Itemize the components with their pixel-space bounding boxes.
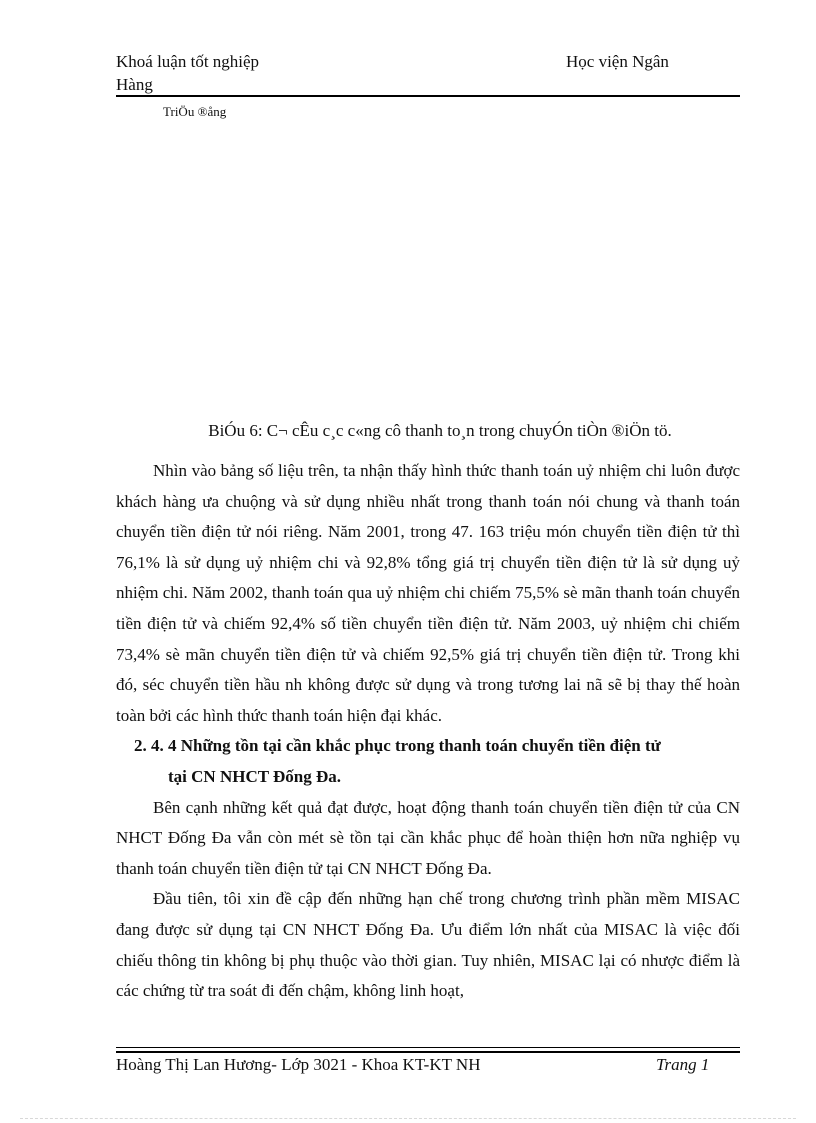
chart-caption: BiÓu 6: C¬ cÊu c¸c c«ng cô thanh to¸n trong chuyÓn tiÒn ®iÖn tö. (208, 421, 672, 440)
header-thesis-title: Khoá luận tốt nghiệp (116, 52, 260, 71)
footer-author: Hoàng Thị Lan Hương- Lớp 3021 - Khoa KT-KT NH (116, 1055, 481, 1074)
header-rule (116, 95, 740, 97)
chart-unit-label: TriÖu ®ång (163, 104, 227, 119)
section-heading (116, 731, 740, 792)
footer-rule-thick (116, 1051, 740, 1053)
section-heading-line1: 2. 4. 4 Những tồn tại cần khắc phục trong thanh toán chuyển tiền điện tử (134, 736, 661, 756)
section-heading-line2: tại CN NHCT Đống Đa. (168, 766, 342, 786)
paragraph-overview: Bên cạnh những kết quả đạt được, hoạt động thanh toán chuyển tiền điện tử của CN NHCT Đống Đa vẫn còn mét sè tồn tại cần khắc phục để hoàn thiện hơn nữa nghiệp vụ thanh toán chuyển tiền điện tử tại CN NHCT Đống Đa. (116, 797, 740, 878)
paragraph-misac: Đầu tiên, tôi xin đề cập đến những hạn chế trong chương trình phần mềm MISAC đang được sử dụng tại CN NHCT Đống Đa. Ưu điểm lớn nhất của MISAC là việc đối chiếu thông tin không bị phụ thuộc vào thời gian. Tuy nhiên, MISAC lại có nhược điểm là các chứng từ tra soát đi đến chậm, không linh hoạt, (116, 889, 740, 1001)
document-body (116, 456, 740, 1007)
header-institution-continued: Hàng (116, 75, 153, 94)
paragraph-analysis: Nhìn vào bảng số liệu trên, ta nhận thấy hình thức thanh toán uỷ nhiệm chi luôn được khách hàng ưa chuộng và sử dụng nhiều nhất trong thanh toán nói chung và thanh toán chuyển tiền điện tử nói riêng. Năm 2001, trong 47. 163 triệu món chuyển tiền điện tử thì 76,1% là sử dụng uỷ nhiệm chi và 92,8% tổng giá trị chuyển tiền điện tử là sử dụng uỷ nhiệm chi. Năm 2002, thanh toán qua uỷ nhiệm chi chiếm 75,5% sè mãn thanh toán chuyển tiền điện tử và chiếm 92,4% số tiền chuyển tiền điện tử. Năm 2003, uỷ nhiệm chi chiếm 73,4% sè mãn chuyển tiền điện tử và chiếm 92,5% giá trị chuyển tiền điện tử. Trong khi đó, séc chuyển tiền hầu nh không được sử dụng và trong tương lai nã sẽ bị thay thế hoàn toàn bởi các hình thức thanh toán hiện đại khác. (116, 461, 740, 725)
page-edge-divider (20, 1118, 796, 1119)
header-left (116, 50, 416, 96)
header-institution: Học viện Ngân (566, 52, 669, 71)
footer-rule-thin (116, 1047, 740, 1048)
footer-page-number: Trang 1 (656, 1055, 710, 1074)
